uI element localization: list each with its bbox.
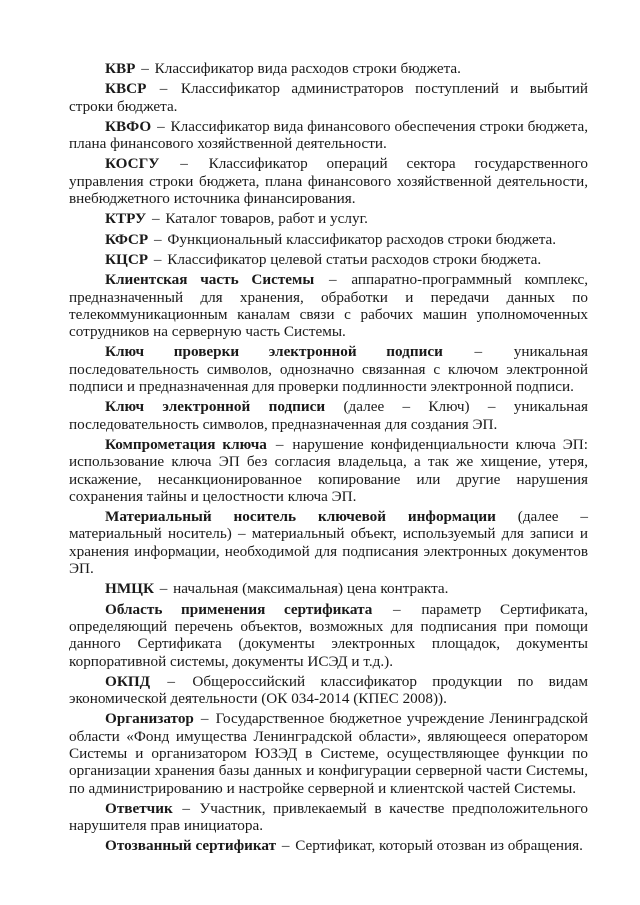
term: КОСГУ bbox=[105, 155, 160, 173]
definition-organizer: Организатор – Государственное бюджетное учреждение Ленинградской области «Фонд имущества Ленинградской области», являющееся оператором Системы и организатором ЮЗЭД в Системе, осуществляющее функции по организации хранения базы данных и конфигурации серверной части Системы, по администрированию и настройке серверной и клиентской частей Системы. bbox=[69, 710, 589, 797]
term: Область применения сертификата bbox=[105, 600, 373, 618]
definition-kosgu: КОСГУ – Классификатор операций сектора государственного управления строки бюджета, плана финансового хозяйственной деятельности, внебюджетного источника финансирования. bbox=[69, 155, 588, 208]
term: Ключ электронной подписи bbox=[105, 398, 326, 416]
definition-okpd: ОКПД – Общероссийский классификатор продукции по видам экономической деятельности (ОК 034-2014 (КПЕС 2008)). bbox=[69, 672, 589, 708]
term: КВР bbox=[105, 60, 136, 77]
term: КТРУ bbox=[105, 210, 147, 228]
term: КВСР bbox=[105, 80, 147, 98]
definition-kcsr: КЦСР – Классификатор целевой статьи расходов строки бюджета. bbox=[105, 250, 542, 268]
definition-respondent: Ответчик – Участник, привлекаемый в качестве предположительного нарушителя прав инициатора. bbox=[69, 799, 588, 835]
definition-text: уникальная последовательность символов, однозначно связанная с ключом электронной подписи и предназначенная для проверки подлинности электронной подписи. bbox=[69, 343, 589, 396]
definition-text: Классификатор администраторов поступлений и выбытий строки бюджета. bbox=[69, 80, 588, 115]
definition-kfsr: КФСР – Функциональный классификатор расходов строки бюджета. bbox=[105, 230, 557, 248]
definition-text: Функциональный классификатор расходов строки бюджета. bbox=[167, 230, 557, 248]
definition-text: нарушение конфиденциальности ключа ЭП: использование ключа ЭП без согласия владельца, а так же хищение, утеря, искажение, несанкционированное копирование или другие нарушения сохранения тайны и целостности ключа ЭП. bbox=[69, 435, 588, 505]
term: Ответчик bbox=[105, 799, 173, 817]
definition-material-carrier bbox=[69, 508, 588, 577]
term: Отозванный сертификат bbox=[105, 837, 277, 855]
definition-kvr: КВР – Классификатор вида расходов строки бюджета. bbox=[105, 60, 461, 77]
definition-text: Сертификат, который отозван из обращения. bbox=[295, 837, 583, 855]
definition-revoked-certificate: Отозванный сертификат – Сертификат, который отозван из обращения. bbox=[105, 837, 583, 855]
definition-kvsr: КВСР – Классификатор администраторов поступлений и выбытий строки бюджета. bbox=[69, 80, 588, 115]
term: КФСР bbox=[105, 230, 149, 248]
term: Организатор bbox=[105, 710, 194, 728]
definition-text: (далее – материальный носитель) – материальный объект, используемый для записи и хранения информации, необходимой для подписания электронных документов ЭП. bbox=[69, 508, 588, 578]
definition-nmck: НМЦК – начальная (максимальная) цена контракта. bbox=[105, 580, 449, 598]
definition-text: начальная (максимальная) цена контракта. bbox=[173, 580, 449, 598]
definition-text: Классификатор целевой статьи расходов строки бюджета. bbox=[167, 250, 542, 268]
term: НМЦК bbox=[105, 580, 154, 598]
term: ОКПД bbox=[105, 672, 151, 690]
definition-verification-key: Ключ проверки электронной подписи – уникальная последовательность символов, однозначно связанная с ключом электронной подписи и предназначенная для проверки подлинности электронной подписи. bbox=[69, 343, 589, 396]
definition-text: Общероссийский классификатор продукции по видам экономической деятельности (ОК 034-2014 (КПЕС 2008)). bbox=[69, 672, 589, 708]
definition-text: аппаратно-программный комплекс, предназначенный для хранения, обработки и передачи данных по телекоммуникационным каналам связи с рабочих машин уполномоченных сотрудников на серверную часть Системы. bbox=[69, 271, 589, 341]
term: КЦСР bbox=[105, 250, 149, 268]
definition-certificate-scope: Область применения сертификата – параметр Сертификата, определяющий перечень объектов, возможных для подписания при помощи данного Сертификата (документы электронных площадок, документы корпоративной системы, документы ИСЭД и т.д.). bbox=[69, 600, 589, 670]
definition-client-part: Клиентская часть Системы – аппаратно-программный комплекс, предназначенный для хранения, обработки и передачи данных по телекоммуникационным каналам связи с рабочих машин уполномоченных сотрудников на серверную часть Системы. bbox=[69, 271, 589, 341]
definition-text: Участник, привлекаемый в качестве предположительного нарушителя прав инициатора. bbox=[69, 799, 588, 835]
definition-text: параметр Сертификата, определяющий перечень объектов, возможных для подписания при помощи данного Сертификата (документы электронных площадок, документы корпоративной системы, документы ИСЭД и т.д.). bbox=[69, 600, 589, 670]
definition-text: Классификатор операций сектора государственного управления строки бюджета, плана финансового хозяйственной деятельности, внебюджетного источника финансирования. bbox=[69, 155, 588, 208]
definition-signature-key bbox=[69, 398, 588, 433]
term: Материальный носитель ключевой информации bbox=[105, 508, 496, 526]
definition-text: Государственное бюджетное учреждение Ленинградской области «Фонд имущества Ленинградской области», являющееся оператором Системы и организатором ЮЗЭД в Системе, осуществляющее функции по организации хранения базы данных и конфигурации серверной части Системы, по администрированию и настройке серверной и клиентской частей Системы. bbox=[69, 710, 589, 797]
definition-text: Каталог товаров, работ и услуг. bbox=[165, 210, 368, 228]
term: КВФО bbox=[105, 117, 152, 135]
term: Ключ проверки электронной подписи bbox=[105, 343, 443, 361]
term: Клиентская часть Системы bbox=[105, 271, 315, 289]
definition-key-compromise: Компрометация ключа – нарушение конфиденциальности ключа ЭП: использование ключа ЭП без согласия владельца, а так же хищение, утеря, искажение, несанкционированное копирование или другие нарушения сохранения тайны и целостности ключа ЭП. bbox=[69, 435, 588, 505]
definition-kvfo: КВФО – Классификатор вида финансового обеспечения строки бюджета, плана финансового хозяйственной деятельности. bbox=[69, 117, 588, 153]
definition-ktru: КТРУ – Каталог товаров, работ и услуг. bbox=[105, 210, 368, 228]
definition-text: (далее – Ключ) – уникальная последовательность символов, предназначенная для создания ЭП. bbox=[69, 398, 589, 433]
term: Компрометация ключа bbox=[105, 435, 267, 453]
definition-text: Классификатор вида финансового обеспечения строки бюджета, плана финансового хозяйственной деятельности. bbox=[69, 117, 588, 153]
definition-text: Классификатор вида расходов строки бюджета. bbox=[154, 60, 461, 77]
